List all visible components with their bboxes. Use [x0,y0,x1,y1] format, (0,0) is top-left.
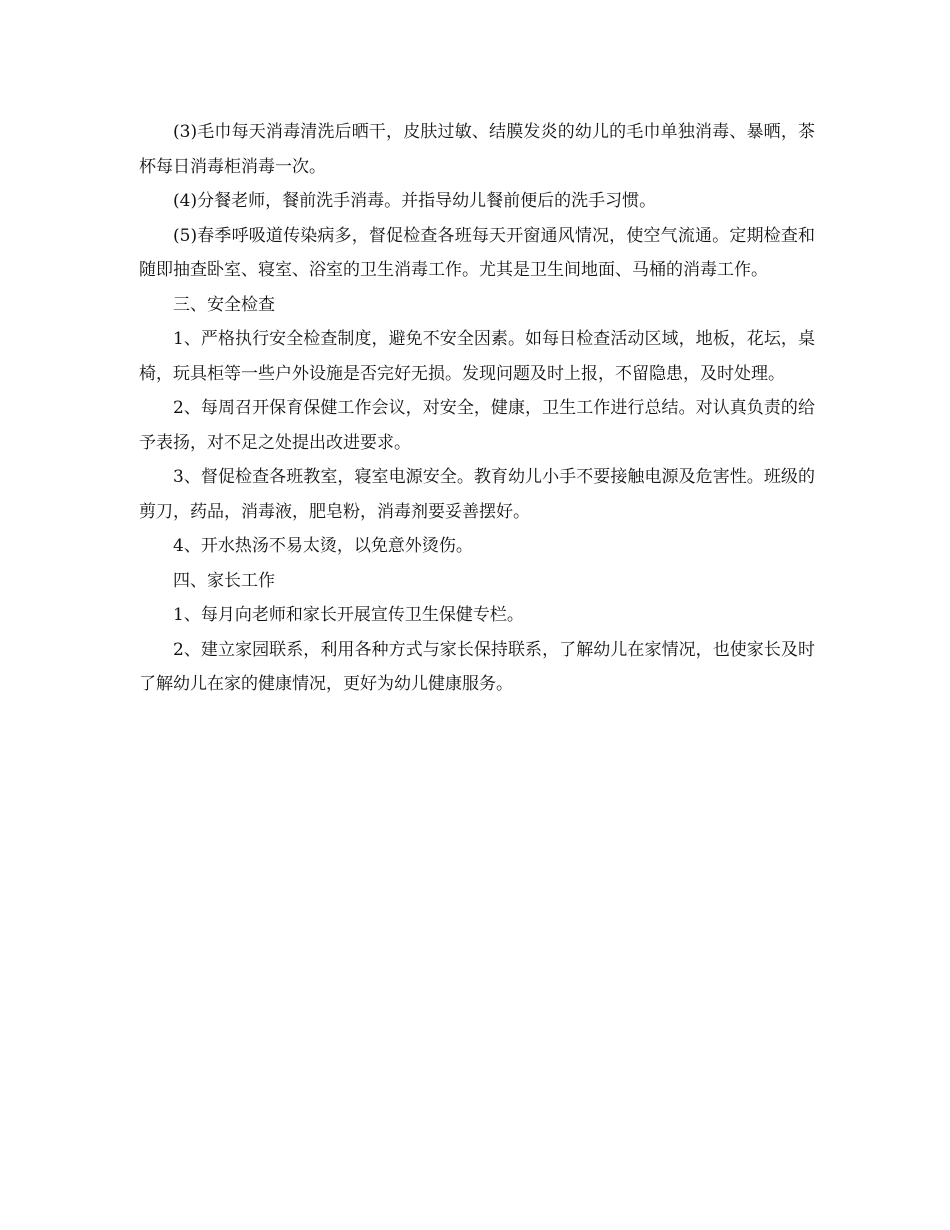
paragraph-hot-water: 4、开水热汤不易太烫，以免意外烫伤。 [173,536,473,556]
paragraph-weekly-meeting: 2、每周召开保育保健工作会议，对安全，健康，卫生工作进行总结。对认真负责的给予表扬，对不足之处提出改进要求。 [139,398,815,453]
paragraph-electric-safety: 3、督促检查各班教室，寝室电源安全。教育幼儿小手不要接触电源及危害性。班级的剪刀，药品，消毒液，肥皂粉，消毒剂要妥善摆好。 [139,467,815,522]
section-heading-parents: 四、家长工作 [173,570,275,591]
paragraph-health-column: 1、每月向老师和家长开展宣传卫生保健专栏。 [173,605,524,625]
paragraph-safety-inspection: 1、严格执行安全检查制度，避免不安全因素。如每日检查活动区域，地板，花坛，桌椅，玩具柜等一些户外设施是否完好无损。发现问题及时上报，不留隐患，及时处理。 [139,329,815,384]
paragraph-spring-ventilation: (5)春季呼吸道传染病多，督促检查各班每天开窗通风情况，使空气流通。定期检查和随即抽查卧室、寝室、浴室的卫生消毒工作。尤其是卫生间地面、马桶的消毒工作。 [139,225,815,280]
paragraph-home-school-contact: 2、建立家园联系，利用各种方式与家长保持联系，了解幼儿在家情况，也使家长及时了解幼儿在家的健康情况，更好为幼儿健康服务。 [139,639,815,694]
paragraph-meal-handwashing: (4)分餐老师，餐前洗手消毒。并指导幼儿餐前便后的洗手习惯。 [173,191,657,211]
section-heading-safety: 三、安全检查 [173,294,275,315]
document-body [139,115,815,702]
paragraph-towel-disinfection: (3)毛巾每天消毒清洗后晒干，皮肤过敏、结膜发炎的幼儿的毛巾单独消毒、暴晒，茶杯每日消毒柜消毒一次。 [139,122,815,177]
